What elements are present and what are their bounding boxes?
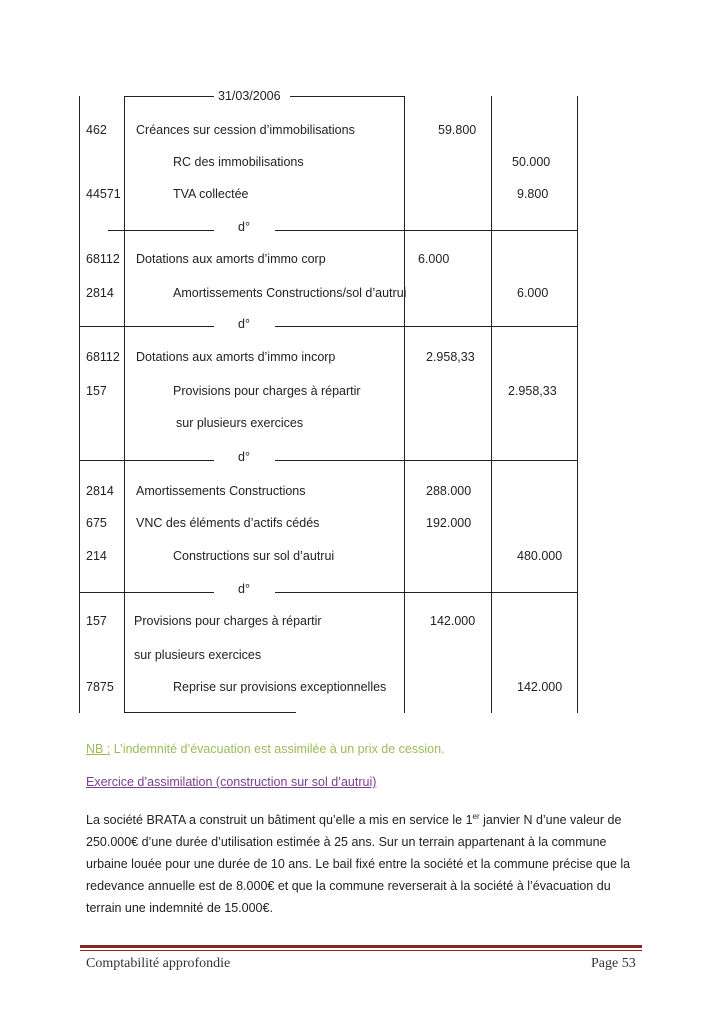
separator-mark: d° bbox=[238, 582, 250, 596]
credit-amount: 142.000 bbox=[517, 680, 563, 694]
paragraph-text-start: La société BRATA a construit un bâtiment qu’elle a mis en service le 1 bbox=[86, 813, 473, 828]
entry-label: Amortissements Constructions bbox=[136, 484, 306, 498]
credit-amount: 9.800 bbox=[517, 187, 549, 201]
debit-amount: 192.000 bbox=[426, 516, 472, 530]
credit-amount: 2.958,33 bbox=[508, 384, 557, 398]
entry-label: Dotations aux amorts d’immo incorp bbox=[136, 350, 336, 364]
credit-amount: 480.000 bbox=[517, 549, 563, 563]
journal-date: 31/03/2006 bbox=[218, 89, 281, 103]
credit-amount: 6.000 bbox=[517, 286, 549, 300]
entry-label: Constructions sur sol d’autrui bbox=[173, 549, 335, 563]
page-number: Page 53 bbox=[591, 956, 636, 971]
entry-label: sur plusieurs exercices bbox=[134, 648, 262, 662]
account-number: 2814 bbox=[86, 484, 114, 498]
entry-label: sur plusieurs exercices bbox=[176, 416, 304, 430]
footer-title: Comptabilité approfondie bbox=[86, 956, 231, 971]
debit-amount: 2.958,33 bbox=[426, 350, 475, 364]
entry-label: RC des immobilisations bbox=[173, 155, 304, 169]
separator-mark: d° bbox=[238, 317, 250, 331]
entry-label: TVA collectée bbox=[173, 187, 249, 201]
separator-mark: d° bbox=[238, 220, 250, 234]
debit-amount: 142.000 bbox=[430, 614, 476, 628]
entry-label: Créances sur cession d’immobilisations bbox=[136, 123, 355, 137]
entry-label: Dotations aux amorts d’immo corp bbox=[136, 252, 326, 266]
account-number: 157 bbox=[86, 384, 107, 398]
account-number: 2814 bbox=[86, 286, 114, 300]
nb-note bbox=[86, 742, 445, 756]
credit-amount: 50.000 bbox=[512, 155, 551, 169]
footer-rule-thin bbox=[80, 950, 642, 951]
account-number: 68112 bbox=[86, 252, 120, 266]
exercise-title bbox=[86, 775, 376, 789]
footer-rule bbox=[80, 945, 642, 948]
superscript: er bbox=[472, 812, 480, 821]
entry-label: Amortissements Constructions/sol d’autrui bbox=[173, 286, 407, 300]
exercise-title-text: Exercice d’assimilation (construction sur sol d’autrui) bbox=[86, 775, 377, 789]
separator-mark: d° bbox=[238, 450, 250, 464]
entry-label: VNC des éléments d’actifs cédés bbox=[136, 516, 320, 530]
account-number: 675 bbox=[86, 516, 107, 530]
account-number: 68112 bbox=[86, 350, 120, 364]
nb-text: L’indemnité d’évacuation est assimilée à un prix de cession. bbox=[110, 742, 445, 756]
account-number: 157 bbox=[86, 614, 107, 628]
entry-label: Reprise sur provisions exceptionnelles bbox=[173, 680, 387, 694]
debit-amount: 288.000 bbox=[426, 484, 472, 498]
debit-amount: 6.000 bbox=[418, 252, 450, 266]
paragraph-text-end: janvier N d’une valeur de 250.000€ d’une durée d’utilisation estimée à 25 ans. Sur un terrain appartenant à la commune urbaine louée pour une durée de 10 ans. Le bail fixé entre la société et la commune précise que la redevance annuelle est de 8.000€ et que la commune reverserait à la société à l’évacuation du terrain une indemnité de 15.000€. bbox=[86, 813, 631, 916]
account-number: 462 bbox=[86, 123, 107, 137]
nb-label: NB : bbox=[86, 742, 111, 756]
debit-amount: 59.800 bbox=[438, 123, 477, 137]
account-number: 214 bbox=[86, 549, 107, 563]
exercise-paragraph bbox=[86, 806, 646, 919]
entry-label: Provisions pour charges à répartir bbox=[134, 614, 322, 628]
entry-label: Provisions pour charges à répartir bbox=[173, 384, 361, 398]
account-number: 44571 bbox=[86, 187, 121, 201]
account-number: 7875 bbox=[86, 680, 114, 694]
